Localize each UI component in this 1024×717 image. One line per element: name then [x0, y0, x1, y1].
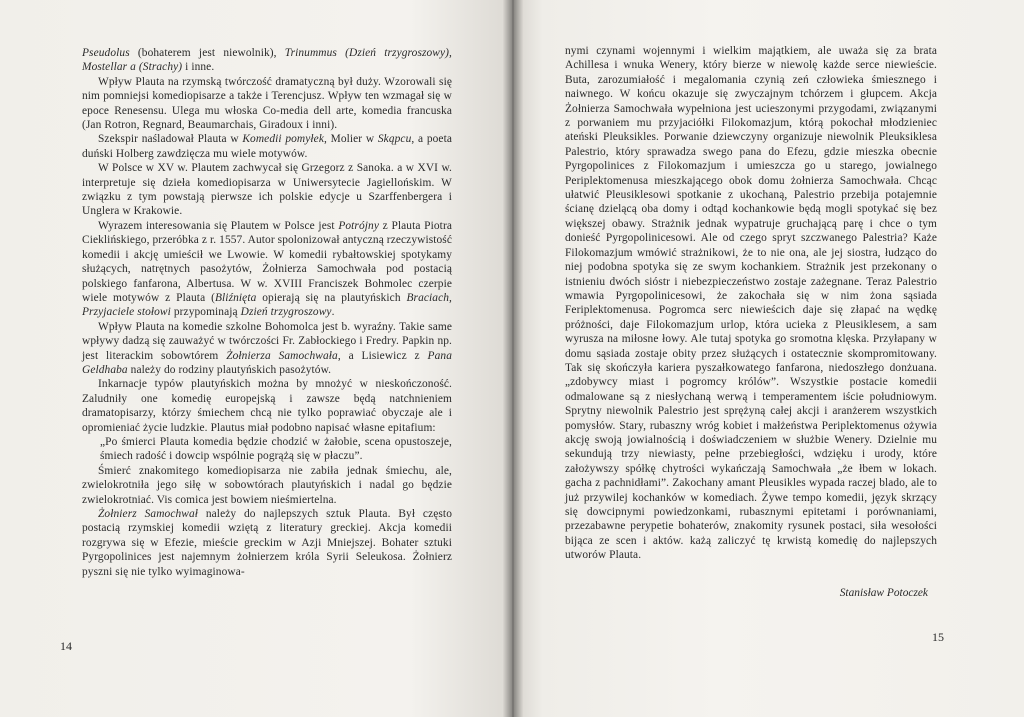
- paragraph: [565, 44, 937, 563]
- text-run: nymi czynami wojennymi i wielkim majątkiem, ale uważa się za brata Achillesa i wnuka Wenery, który bierze w niewolę każde serce niewieście. Buta, zarozumiałość i megalomania czynią zeń człowieka śmiesznego i naiwnego. W końcu okazuje się zwyczajnym tchórzem i głupcem. Akcja Żołnierza Samochwała wypełniona jest ucieszonymi przygodami, związanymi z porwaniem mu przyjaciółki Filokomazjum, którą pokochał młodzieniec ateński Pleuksikles. Porwanie dziewczyny organizuje niewolnik Pleuksiklesa Palestrio, który sprawadza swego pana do Efezu, gdzie mieszka obecnie Pyrgopolinices z Filokomazjum i umieszcza go u starego, jowialnego Periplektomenusa mieszkającego obok domu żołnierza Samochwała. Chcąc ułatwić Pleusiklesowi spotkanie z ukochaną, Palestrio przebija potajemnie ścianę dzielącą oba domy i odtąd kochankowie będą mogli spotykać się bez większej obawy. Strażnik jednak wypatruje gruchającą parę i chce o tym donieść Pyrgopolinicesowi. Ale od czego spryt szczwanego Palestria? Każe Filokomazjum wmówić strażnikowi, że to nie ona, ale jej siostra, łudząco do niej podobna spotyka się ze swym kochankiem. Strażnik jest przekonany o istnieniu dwóch sióstr i niebezpieczeństwo zostaje zażegnane. Teraz Palestrio wmawia Pyrgopolinicesowi, że zakochała się w nim żona sąsiada Feriplektomenusa. Pogromca serc niewieścich daje się złapać na wędkę próżności, daje Filokomazjum urlop, która ucieka z Pleusiklesem, a sam wyrusza na miłosne łowy. Ale tutaj spotyka go sromotna klęska. Przyłapany w domu sąsiada zostaje obity przez służących i ostatecznie skompromitowany. Tak się skończyła kariera pyszałkowatego fanfarona, niedoszłego donżuana. „zdobywcy miast i pogromcy królów”. Wszystkie postacie komedii odmalowane są z niesłychaną werwą i temperamentem iście południowym. Sprytny niewolnik Palestrio jest sprężyną całej akcji i aranżerem wszystkich pomysłów. Stary, rubaszny wróg kobiet i małżeństwa Periplektomenus ożywia akcję swoją jowialnością i doświadczeniem w służbie Wenery. Dzielnie mu sekundują trzy niewiasty, pełne przebiegłości, wdzięku i urody, które założywszy spółkę chytrości wykańczają Samochwała „że łbem w lokach. gacha z pachnidłami”. Zakochany amant Pleusikles wypada raczej blado, ale to już przywilej kochanków w komediach. Żywe tempo komedii, język skrzący się dowcipnymi powiedzonkami, rubasznymi epitetami i porównaniami, przezabawne perypetie bohaterów, znakomity rysunek postaci, siła wesołości bijąca ze scen i aktów. każą zaliczyć tę krwistą komedię do najlepszych utworów Plauta.: [565, 45, 937, 562]
- page-number-left: 14: [60, 639, 72, 653]
- paragraph: [82, 219, 452, 320]
- text-run: .: [331, 306, 335, 319]
- italic-title: Komedii pomyłek: [242, 133, 324, 146]
- text-run: z Plauta Piotra Cieklińskiego, przeróbka z r. 1557. Autor spolonizował antyczną rzeczywistość komedii i akcję umieścił we Lwowie. W komedii rybałtowskiej spotykamy służących, natrętnych pasożytów, Żołnierza Samochwała pod postacią polskiego fanfarona, Albertusa. W w. XVIII Franciszek Bohmolec czerpie wiele motywów z Plauta (: [82, 219, 452, 304]
- text-run: Inkarnacje typów plautyńskich można by mnożyć w nieskończoność. Zaludniły one komedię europejską i zawsze będą natchnieniem dramatopisarzy, którzy śmiechem chcą nie tylko poprawiać obyczaje ale i opromieniać życie ludzkie. Plautus miał podobno napisać własne epitafium:: [82, 378, 452, 434]
- paragraph: [82, 75, 452, 133]
- text-run: opierają się na plautyńskich: [256, 291, 407, 304]
- italic-title: Braciach, Przyjaciele stołowi: [82, 291, 452, 319]
- text-run: , a poeta duński Holberg zawdzięcza mu wiele motywów.: [82, 133, 452, 160]
- book-gutter: [502, 0, 524, 717]
- text-run: Szekspir naśladował Plauta w: [98, 133, 243, 146]
- paragraph: [82, 507, 452, 579]
- paragraph: [82, 377, 452, 435]
- text-run: należy do najlepszych sztuk Plauta. Był często postacią rzymskiej komedii wziętą z literatury greckiej. Akcja komedii rozgrywa się w Efezie, mieście greckim w Azji Mniejszej. Bohater sztuki Pyrgopolinices jest najemnym żołnierzem króla Syrii Seleukosa. Żołnierz pyszni się nie tylko wyimaginowa-: [82, 508, 452, 578]
- author-signature: Stanisław Potoczek: [839, 587, 928, 599]
- italic-title: Żołnierza Samochwała: [226, 349, 338, 362]
- italic-title: Trinummus (Dzień trzygroszowy), Mostellar a (Strachy): [82, 47, 452, 74]
- paragraph: [82, 161, 452, 219]
- italic-title: Pana Geldhaba: [82, 349, 452, 376]
- page-number-right: 15: [932, 630, 944, 644]
- right-page: [512, 0, 1024, 717]
- italic-title: Pseudolus: [82, 47, 130, 59]
- text-run: należy do rodziny plautyńskich pasożytów.: [127, 363, 332, 376]
- italic-title: Dzień trzygroszowy: [240, 306, 332, 319]
- text-run: (bohaterem jest niewolnik),: [129, 47, 285, 59]
- text-run: Wpływ Plauta na rzymską twórczość dramatyczną był duży. Wzorowali się nim pomniejsi komediopisarze a także i Terencjusz. Wpływ ten wzmagał się w epoce Renesensu. Ulega mu włoska Co-media dell arte, komedia francuska (Jan Rotron, Regnard, Beaumarchais, Giradoux i inni).: [82, 75, 452, 132]
- paragraph: [82, 320, 452, 378]
- italic-title: Bliźnięta: [214, 291, 257, 304]
- quote-paragraph: [100, 435, 452, 464]
- text-run: , a Lisiewicz z: [337, 349, 428, 362]
- text-run: „Po śmierci Plauta komedia będzie chodzić w żałobie, scena opustoszeje, śmiech radość i dowcip wspólnie pogrążą się w płaczu”.: [100, 435, 452, 463]
- paragraph: [82, 132, 452, 161]
- italic-title: Żołnierz Samochwał: [98, 508, 199, 520]
- italic-title: Potrójny: [338, 219, 379, 232]
- text-run: W Polsce w XV w. Plautem zachwycał się Grzegorz z Sanoka. a w XVI w. interpretuje się dzieła komediopisarza w Uniwersytecie Jagiellońskim. W związku z tym powstają pierwsze ich polskie edycje u Szarffenbergera i Unglera w Krakowie.: [82, 162, 452, 218]
- text-run: Wyrazem interesowania się Plautem w Polsce jest: [98, 219, 339, 232]
- left-page-body: [82, 46, 452, 579]
- text-run: , Molier w: [323, 133, 378, 146]
- italic-title: Skąpcu: [377, 133, 412, 146]
- text-run: i inne.: [182, 61, 215, 74]
- paragraph: [82, 46, 452, 75]
- paragraph: [82, 464, 452, 507]
- text-run: Wpływ Plauta na komedie szkolne Bohomolca jest b. wyraźny. Takie same wpływy dadzą się zauważyć w twórczości Fr. Zabłockiego i Fredry. Papkin np. jest literackim sobowtórem: [82, 320, 452, 362]
- right-page-body: [565, 44, 937, 563]
- text-run: Śmierć znakomitego komediopisarza nie zabiła jednak śmiechu, ale, zwielokrotniła jego siłę w sobowtórach plautyńskich i nadal go będzie zwielokrotniać. Vis comica jest bowiem nieśmiertelna.: [82, 464, 452, 506]
- text-run: przypominają: [170, 306, 241, 319]
